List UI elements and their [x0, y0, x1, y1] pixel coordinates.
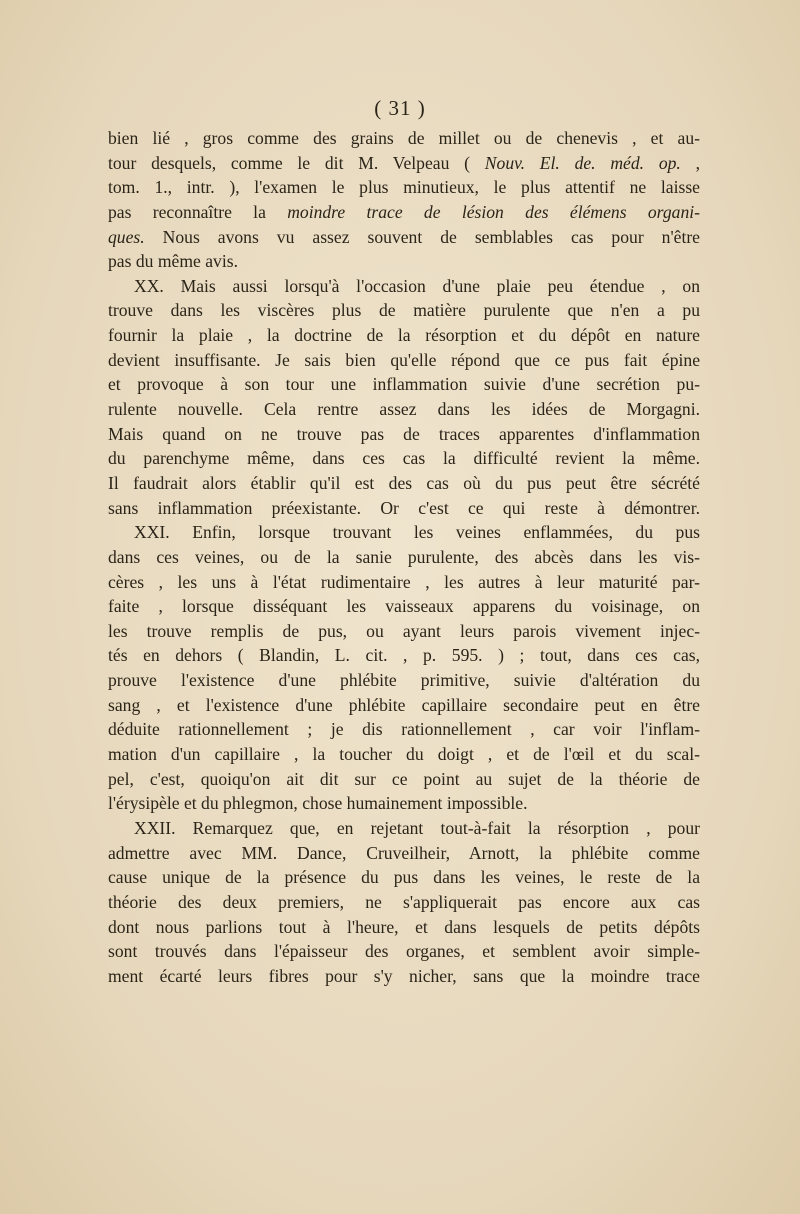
text-line — [108, 471, 700, 496]
text-line — [108, 397, 700, 422]
text-segment: tour desquels, comme le dit M. Velpeau ( — [108, 152, 485, 173]
text-line — [108, 742, 700, 767]
text-segment: et provoque à son tour une inflammation suivie d'une secrétion pu- — [108, 374, 700, 395]
text-line — [108, 225, 700, 250]
text-segment: bien lié , gros comme des grains de millet ou de chenevis , et au- — [108, 128, 700, 148]
text-line — [108, 890, 700, 915]
text-segment: trouve dans les viscères plus de matière purulente que n'en a pu — [108, 300, 700, 321]
text-segment: mation d'un capillaire , la toucher du doigt , et de l'œil et du scal- — [108, 744, 700, 765]
text-line — [108, 693, 700, 718]
italic-text: Nouv. El. de. méd. op. — [484, 152, 681, 173]
text-segment: prouve l'existence d'une phlébite primitive, suivie d'altération du — [108, 670, 700, 691]
text-line — [108, 446, 700, 471]
text-segment: , — [680, 152, 700, 173]
text-segment: pas reconnaître la — [108, 201, 288, 222]
text-segment: XXII. Remarquez que, en rejetant tout-à-fait la résorption , pour — [134, 817, 700, 838]
text-segment: cères , les uns à l'état rudimentaire , les autres à leur maturité par- — [108, 571, 700, 592]
text-segment: Nous avons vu assez souvent de semblables cas pour n'être — [144, 226, 700, 247]
text-line — [108, 200, 700, 225]
text-line — [108, 422, 700, 447]
text-line — [108, 249, 700, 274]
text-segment: devient insuffisante. Je sais bien qu'elle répond que ce pus fait épine — [108, 349, 700, 370]
text-line — [108, 298, 700, 323]
text-line — [108, 865, 700, 890]
text-line — [108, 964, 700, 989]
text-line — [108, 570, 700, 595]
text-segment: admettre avec MM. Dance, Cruveilheir, Arnott, la phlébite comme — [108, 842, 700, 863]
text-line — [108, 643, 700, 668]
italic-text: moindre trace de lésion des élémens organi- — [287, 201, 701, 222]
text-line — [108, 791, 700, 816]
text-segment: XXI. Enfin, lorsque trouvant les veines enflammées, du pus — [134, 522, 700, 543]
text-segment: sang , et l'existence d'une phlébite capillaire secondaire peut en être — [108, 694, 700, 715]
text-line — [108, 323, 700, 348]
text-line — [108, 545, 700, 570]
text-line — [108, 939, 700, 964]
text-line — [108, 372, 700, 397]
text-line — [108, 175, 700, 200]
text-segment: ment écarté leurs fibres pour s'y nicher, sans que la moindre trace — [108, 965, 700, 986]
text-line — [108, 841, 700, 866]
body-text — [108, 126, 700, 988]
text-line — [108, 717, 700, 742]
text-segment: fournir la plaie , la doctrine de la résorption et du dépôt en nature — [108, 325, 700, 346]
text-line — [108, 520, 700, 545]
text-segment: rulente nouvelle. Cela rentre assez dans les idées de Morgagni. — [108, 399, 700, 420]
text-segment: les trouve remplis de pus, ou ayant leurs parois vivement injec- — [108, 620, 700, 641]
text-line — [108, 496, 700, 521]
text-segment: sont trouvés dans l'épaisseur des organes, et semblent avoir simple- — [108, 941, 700, 962]
paragraph — [108, 126, 700, 274]
text-line — [108, 594, 700, 619]
paragraph — [108, 520, 700, 816]
text-segment: tom. 1., intr. ), l'examen le plus minutieux, le plus attentif ne laisse — [108, 177, 700, 198]
paragraph — [108, 816, 700, 988]
text-segment: l'érysipèle et du phlegmon, chose humainement impossible. — [108, 793, 528, 814]
text-line — [108, 348, 700, 373]
text-segment: XX. Mais aussi lorsqu'à l'occasion d'une plaie peu étendue , on — [134, 275, 700, 296]
text-segment: déduite rationnellement ; je dis rationnellement , car voir l'inflam- — [108, 719, 700, 740]
text-line — [108, 915, 700, 940]
text-segment: du parenchyme même, dans ces cas la difficulté revient la même. — [108, 448, 700, 469]
text-segment: faite , lorsque disséquant les vaisseaux apparens du voisinage, on — [108, 596, 700, 617]
text-segment: théorie des deux premiers, ne s'appliquerait pas encore aux cas — [108, 891, 700, 912]
text-line — [108, 151, 700, 176]
italic-text: ques. — [108, 226, 145, 247]
text-segment: dont nous parlions tout à l'heure, et dans lesquels de petits dépôts — [108, 916, 700, 937]
text-line — [108, 619, 700, 644]
text-line — [108, 816, 700, 841]
text-line — [108, 274, 700, 299]
text-segment: dans ces veines, ou de la sanie purulente, des abcès dans les vis- — [108, 546, 700, 567]
text-segment: pas du même avis. — [108, 251, 238, 272]
text-line — [108, 767, 700, 792]
text-segment: tés en dehors ( Blandin, L. cit. , p. 595. ) ; tout, dans ces cas, — [108, 645, 700, 666]
paragraph — [108, 274, 700, 520]
text-segment: cause unique de la présence du pus dans les veines, le reste de la — [108, 867, 700, 888]
text-line — [108, 668, 700, 693]
page-number: ( 31 ) — [374, 96, 426, 120]
text-segment: Il faudrait alors établir qu'il est des cas où du pus peut être sécrété — [108, 472, 700, 493]
text-segment: Mais quand on ne trouve pas de traces apparentes d'inflammation — [108, 423, 700, 444]
text-line — [108, 126, 700, 151]
text-segment: pel, c'est, quoiqu'on ait dit sur ce point au sujet de la théorie de — [108, 768, 700, 789]
text-segment: sans inflammation préexistante. Or c'est ce qui reste à démontrer. — [108, 497, 700, 518]
